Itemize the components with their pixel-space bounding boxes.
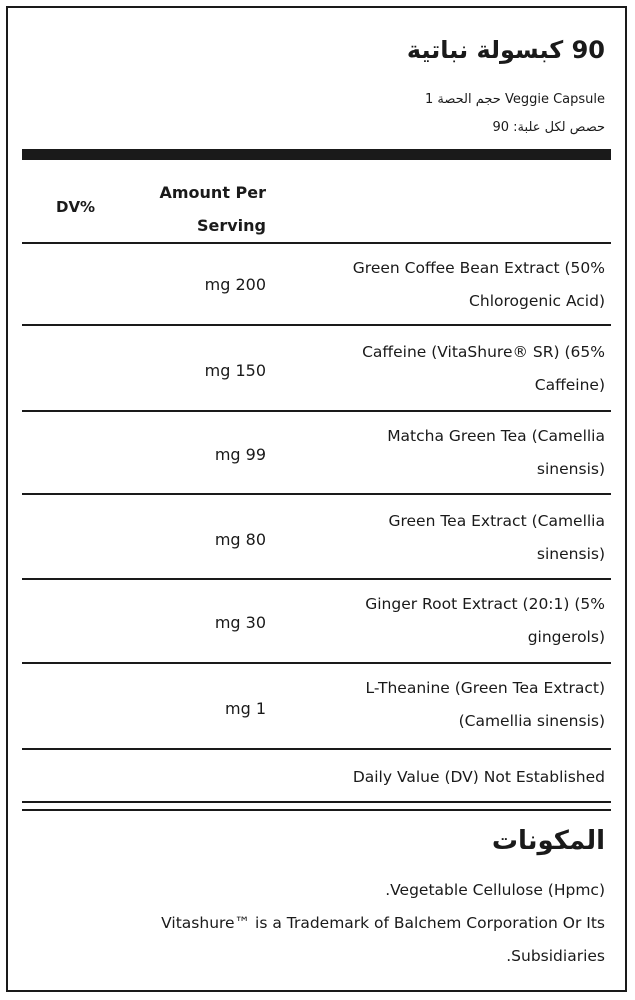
- row-amount: mg 200: [204, 275, 266, 294]
- ingredient-line: Caffeine): [534, 376, 605, 394]
- row-ingredient: [275, 588, 605, 654]
- product-title: 90 كبسولة نباتية: [406, 36, 605, 64]
- row-divider: [22, 578, 611, 580]
- ingredient-line: (Camellia sinensis): [458, 712, 605, 730]
- trademark-note: .Subsidiaries: [506, 947, 605, 965]
- ingredient-line: Green Coffee Bean Extract (50%: [352, 259, 605, 277]
- row-divider: [22, 324, 611, 326]
- amount-header-line2: Serving: [196, 216, 266, 235]
- row-ingredient: [275, 672, 605, 738]
- supplement-facts-panel: [6, 6, 627, 992]
- servings-per-container: حصص لكل علبة: 90: [492, 120, 605, 135]
- thick-divider: [22, 149, 611, 160]
- row-divider: [22, 242, 611, 244]
- amount-column-header: [128, 176, 266, 242]
- ingredients-heading: المكونات: [491, 826, 605, 856]
- row-ingredient: [275, 505, 605, 571]
- section-divider: [22, 801, 611, 803]
- trademark-note: Vitashure™ is a Trademark of Balchem Corporation Or Its: [161, 914, 605, 932]
- row-divider: [22, 748, 611, 750]
- row-divider: [22, 493, 611, 495]
- section-divider: [22, 809, 611, 811]
- row-amount: mg 150: [204, 361, 266, 380]
- ingredient-line: Caffeine (VitaShure® SR) (65%: [362, 343, 605, 361]
- row-ingredient: [275, 336, 605, 402]
- ingredient-line: sinensis): [536, 460, 605, 478]
- row-divider: [22, 662, 611, 664]
- ingredient-line: L-Theanine (Green Tea Extract): [365, 679, 605, 697]
- ingredient-line: Ginger Root Extract (20:1) (5%: [365, 595, 605, 613]
- ingredients-text: .Vegetable Cellulose (Hpmc): [385, 881, 605, 899]
- row-divider: [22, 410, 611, 412]
- row-ingredient: [275, 252, 605, 318]
- ingredient-line: Matcha Green Tea (Camellia: [387, 427, 605, 445]
- ingredient-line: Chlorogenic Acid): [469, 292, 605, 310]
- row-amount: mg 80: [214, 530, 266, 549]
- dv-column-header: DV%: [56, 198, 96, 216]
- row-amount: mg 99: [214, 445, 266, 464]
- ingredient-line: gingerols): [527, 628, 605, 646]
- row-amount: mg 1: [224, 699, 266, 718]
- row-amount: mg 30: [214, 613, 266, 632]
- dv-footnote: Daily Value (DV) Not Established: [352, 768, 605, 786]
- serving-size: حجم الحصة 1 Veggie Capsule: [424, 92, 605, 107]
- ingredient-line: sinensis): [536, 545, 605, 563]
- amount-header-line1: Amount Per: [159, 183, 266, 202]
- row-ingredient: [275, 420, 605, 486]
- ingredient-line: Green Tea Extract (Camellia: [388, 512, 605, 530]
